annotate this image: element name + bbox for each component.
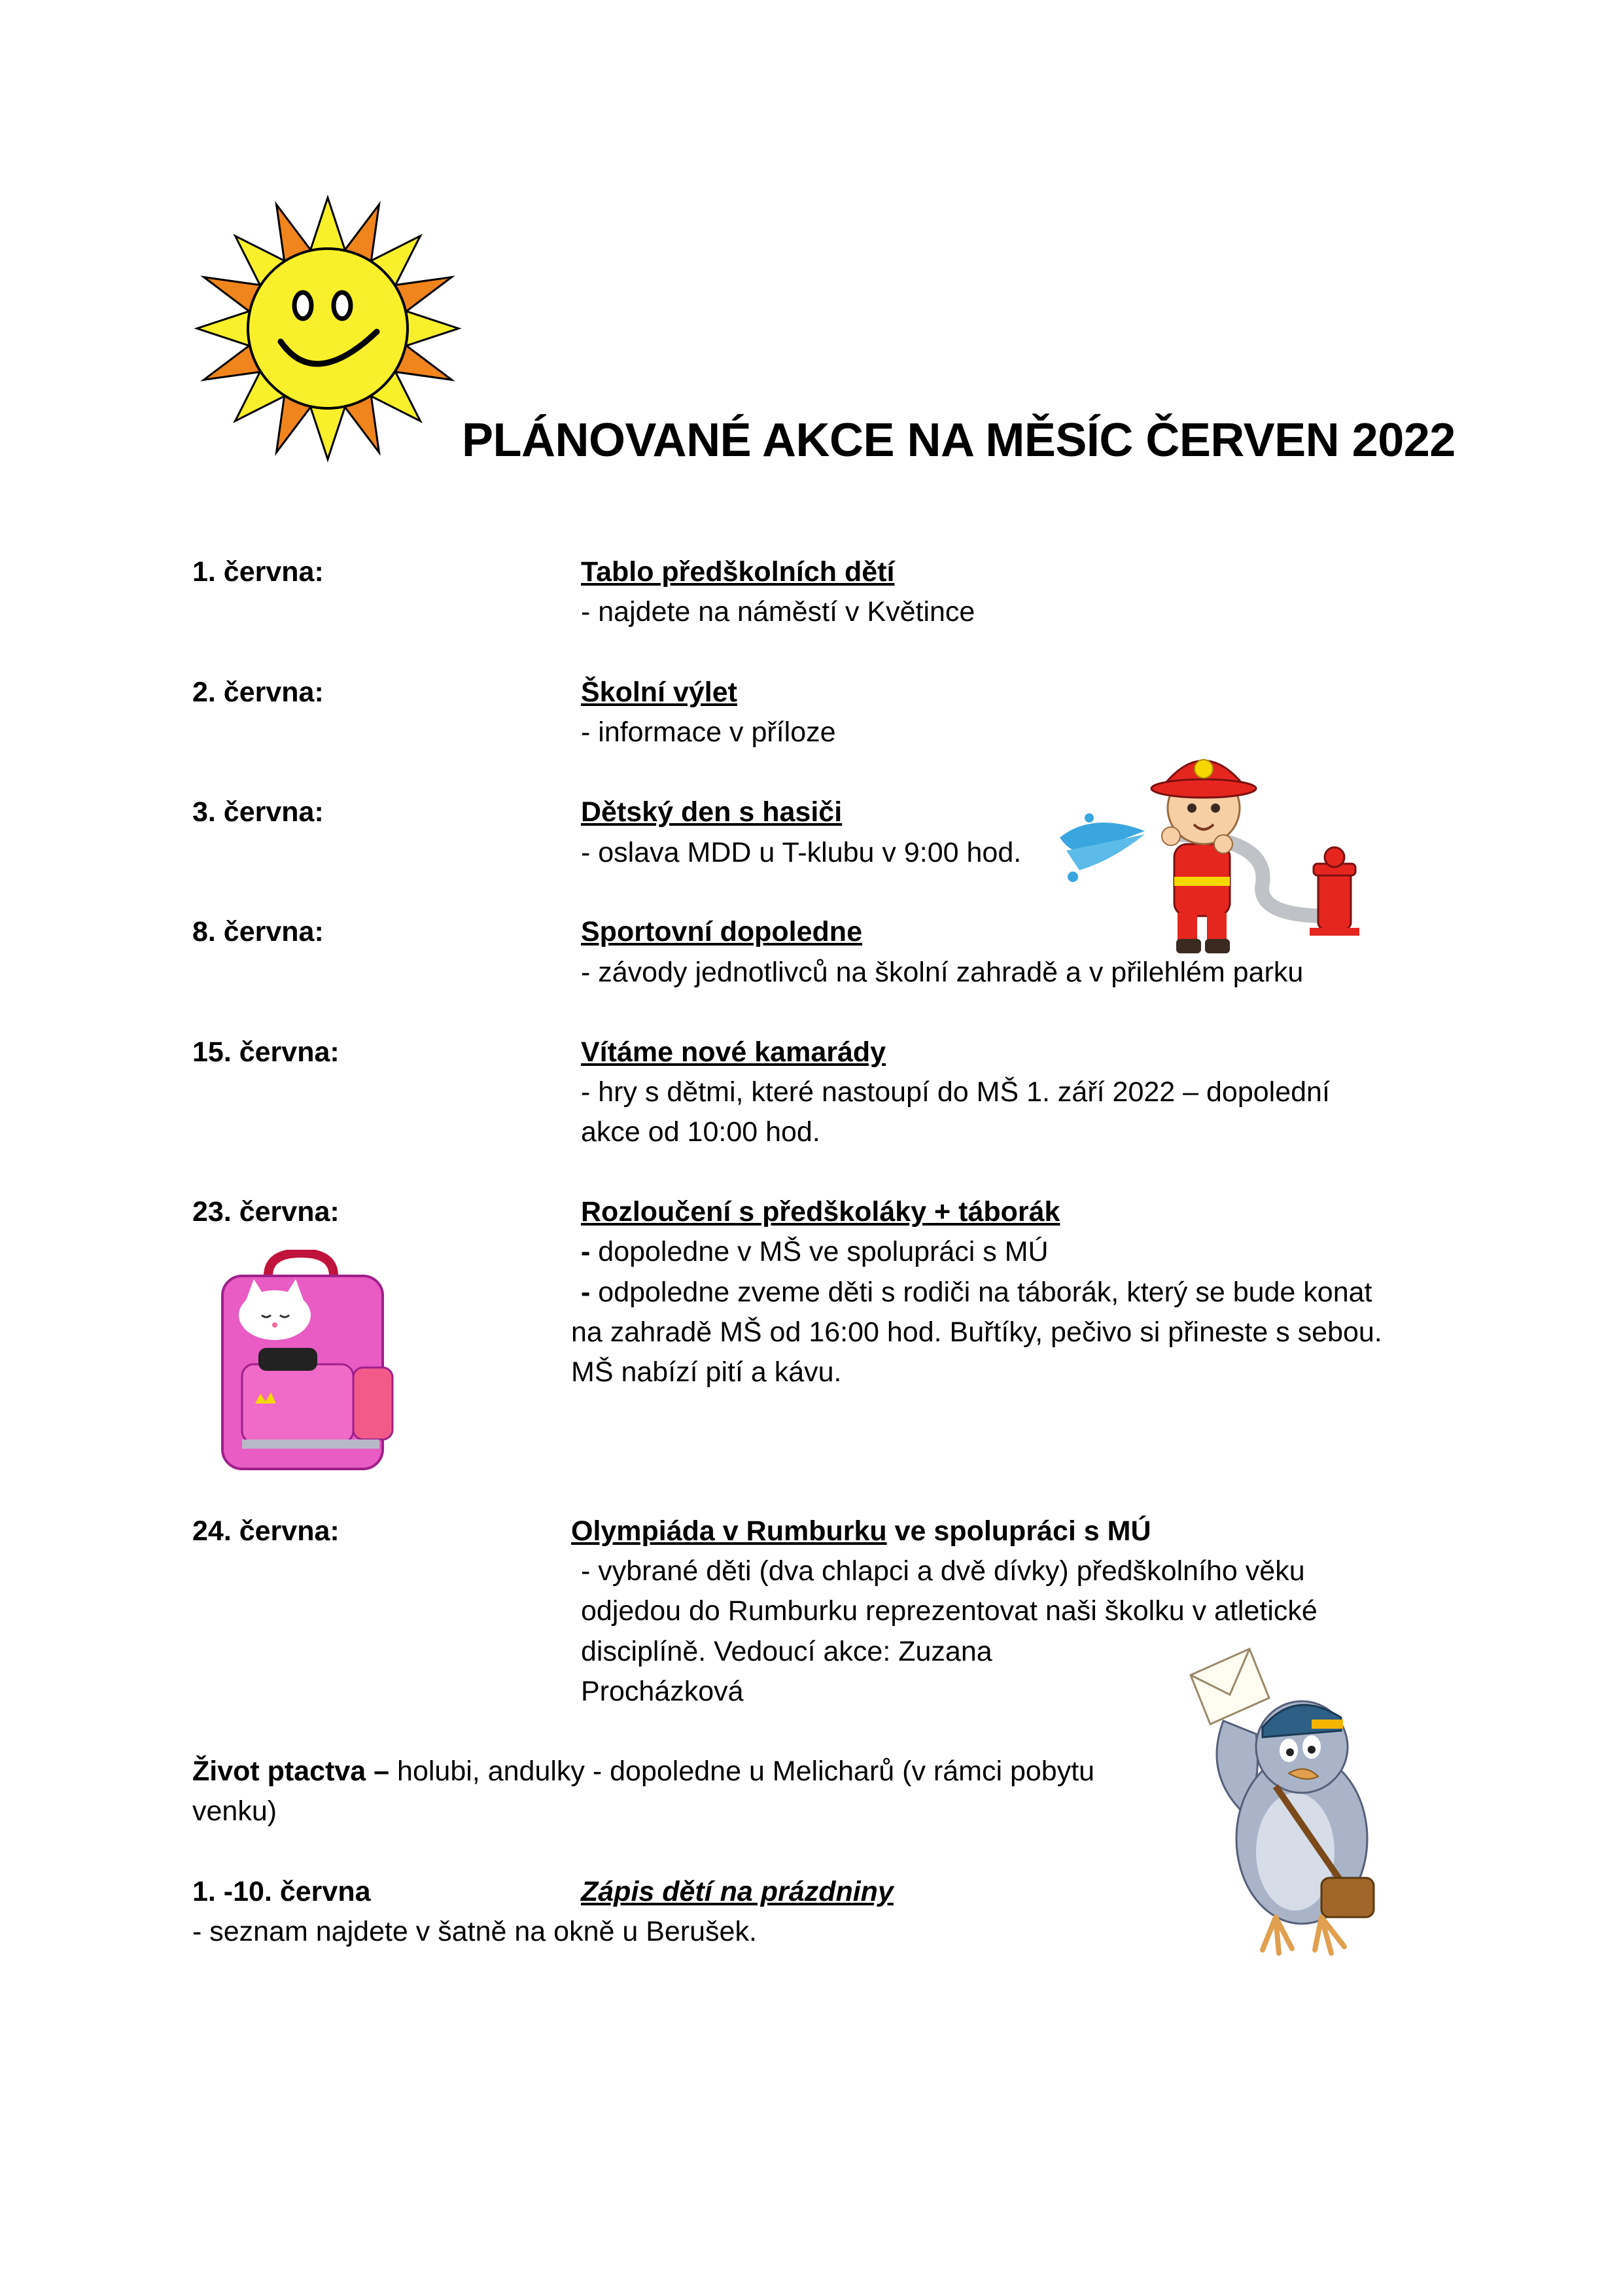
event-description: disciplíně. Vedoucí akce: Zuzana xyxy=(581,1636,992,1667)
event-title: Školní výlet xyxy=(581,677,737,708)
event-date: 1. června: xyxy=(192,556,324,588)
bullet-dash: - xyxy=(581,1236,591,1267)
event-description-text: dopoledne v MŠ ve spolupráci s MÚ xyxy=(590,1236,1049,1267)
event-date: 3. června: xyxy=(192,796,324,828)
event-title-underlined: Olympiáda v Rumburku xyxy=(571,1515,887,1547)
event-description: - oslava MDD u T-klubu v 9:00 hod. xyxy=(581,837,1022,868)
event-description: - závody jednotlivců na školní zahradě a v přilehlém parku xyxy=(581,957,1304,988)
event-description: - informace v příloze xyxy=(581,716,836,748)
event-description xyxy=(581,1277,1372,1309)
event-title-rest: ve spolupráci s MÚ xyxy=(886,1515,1151,1547)
event-description: odjedou do Rumburku reprezentovat naši školku v atletické xyxy=(581,1595,1318,1627)
event-title: Rozloučení s předškoláky + táborák xyxy=(581,1196,1060,1227)
event-date: 23. června: xyxy=(192,1196,340,1227)
bullet-dash: - xyxy=(581,1277,591,1308)
enrollment-description: - seznam najdete v šatně na okně u Berušek. xyxy=(192,1916,757,1947)
birds-label: Život ptactva – xyxy=(192,1756,390,1787)
page-title: PLÁNOVANÉ AKCE NA MĚSÍC ČERVEN 2022 xyxy=(462,414,1456,467)
event-description: - vybrané děti (dva chlapci a dvě dívky) předškolního věku xyxy=(581,1555,1305,1587)
birds-note-continued: venku) xyxy=(192,1795,277,1827)
event-description: Procházková xyxy=(581,1676,744,1707)
sun-illustration xyxy=(194,191,462,466)
birds-note xyxy=(192,1756,1094,1788)
event-title: Dětský den s hasiči xyxy=(581,796,843,828)
event-title: Tablo předškolních dětí xyxy=(581,556,895,588)
event-date: 2. června: xyxy=(192,677,324,708)
event-description: akce od 10:00 hod. xyxy=(581,1116,820,1148)
event-description: - hry s dětmi, které nastoupí do MŠ 1. září 2022 – dopolední xyxy=(581,1076,1330,1108)
enrollment-date: 1. -10. června xyxy=(192,1876,371,1907)
event-title xyxy=(571,1515,1151,1547)
school-bag-illustration xyxy=(203,1250,406,1485)
event-description-text: odpoledne zveme děti s rodiči na táborák, který se bude konat xyxy=(590,1277,1372,1308)
event-description: MŠ nabízí pití a kávu. xyxy=(571,1356,842,1388)
event-title: Vítáme nové kamarády xyxy=(581,1036,886,1068)
pigeon-postman-illustration xyxy=(1178,1642,1406,1963)
enrollment-title: Zápis dětí na prázdniny xyxy=(581,1876,894,1907)
event-description xyxy=(581,1236,1049,1268)
event-title: Sportovní dopoledne xyxy=(581,916,862,947)
event-date: 8. června: xyxy=(192,916,324,947)
event-description: na zahradě MŠ od 16:00 hod. Buřtíky, pečivo si přineste s sebou. xyxy=(571,1316,1382,1348)
event-date: 24. června: xyxy=(192,1515,340,1547)
firefighter-illustration xyxy=(1053,720,1387,962)
birds-text: holubi, andulky - dopoledne u Melicharů (v rámci pobytu xyxy=(389,1756,1095,1787)
event-date: 15. června: xyxy=(192,1036,340,1068)
event-description: - najdete na náměstí v Květince xyxy=(581,596,975,627)
